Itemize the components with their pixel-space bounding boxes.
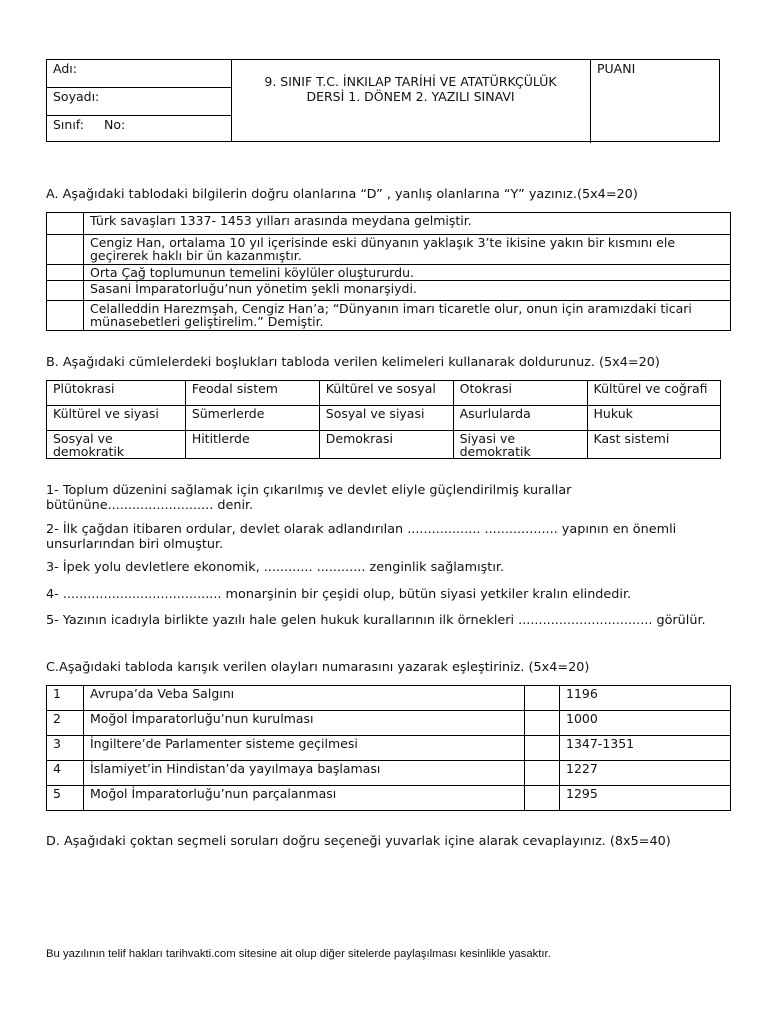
- table-row: [47, 761, 731, 786]
- word-cell: [319, 381, 453, 406]
- word-cell: [185, 381, 319, 406]
- text-line: Sümerlerde: [191, 406, 265, 421]
- word-cell: [185, 431, 319, 459]
- text-line: Asurlularda: [459, 406, 531, 421]
- fill-blank-question: [46, 522, 676, 552]
- number-cell: 4: [47, 761, 84, 786]
- true-false-table: [46, 212, 731, 331]
- fill-blank-question: [46, 587, 631, 602]
- date-cell: 1295: [560, 786, 731, 811]
- text-line: 4- ....................................... monarşinin bir çeşidi olup, bütün siyasi yetkiler kralın elindedir.: [46, 587, 632, 602]
- event-cell: İslamiyet’in Hindistan’da yayılmaya başlaması: [84, 761, 525, 786]
- surname-label: Soyadı:: [53, 89, 100, 104]
- text-line: Cengiz Han, ortalama 10 yıl içerisinde eski dünyanın yaklaşık 3’te ikisine yakın bir kısmını ele: [90, 235, 676, 250]
- table-row: [47, 281, 731, 301]
- word-cell: [319, 431, 453, 459]
- word-cell: [319, 406, 453, 431]
- text-line: Celalleddin Harezmşah, Cengiz Han’a; “Dünyanın imarı ticaretle olur, onun için aramızdaki ticari: [90, 301, 692, 316]
- answer-cell[interactable]: [47, 235, 84, 265]
- text-line: bütününe.......................... denir.: [46, 498, 254, 513]
- matching-table: [46, 685, 731, 811]
- score-box[interactable]: [590, 60, 719, 143]
- student-info: [47, 60, 232, 141]
- text-line: Hititlerde: [191, 431, 250, 446]
- text-line: 1- Toplum düzenini sağlamak için çıkarılmış ve devlet eliyle güçlendirilmiş kurallar: [46, 483, 572, 498]
- word-cell: [453, 406, 587, 431]
- answer-cell[interactable]: [525, 711, 560, 736]
- no-label: No:: [103, 117, 126, 132]
- date-cell: 1227: [560, 761, 731, 786]
- number-cell: 1: [47, 686, 84, 711]
- text-line: Demokrasi: [325, 431, 393, 446]
- text-line: Otokrasi: [459, 381, 513, 396]
- table-row: [47, 736, 731, 761]
- answer-cell[interactable]: [525, 761, 560, 786]
- class-label: Sınıf:: [53, 117, 84, 132]
- event-cell: Avrupa’da Veba Salgını: [84, 686, 525, 711]
- text-line: 5- Yazının icadıyla birlikte yazılı hale gelen hukuk kurallarının ilk örnekleri ................................. görülür.: [46, 613, 706, 628]
- text-line: Hukuk: [593, 406, 633, 421]
- text-line: Kültürel ve coğrafi: [593, 381, 708, 396]
- fill-blank-question: [46, 613, 706, 628]
- text-line: demokratik: [459, 444, 531, 459]
- table-row: [47, 381, 721, 406]
- table-row: [47, 301, 731, 331]
- table-row: [47, 213, 731, 235]
- table-row: [47, 265, 731, 281]
- event-cell: İngiltere’de Parlamenter sisteme geçilmesi: [84, 736, 525, 761]
- word-cell: [587, 381, 720, 406]
- text-line: münasebetleri geliştirelim.” Demiştir.: [90, 314, 324, 329]
- table-row: [47, 686, 731, 711]
- text-line: Kültürel ve siyasi: [53, 406, 159, 421]
- text-line: Plütokrasi: [53, 381, 115, 396]
- word-cell: [185, 406, 319, 431]
- statement-cell: [84, 281, 731, 301]
- number-cell: 3: [47, 736, 84, 761]
- score-label: PUANI: [597, 61, 636, 76]
- text-line: Siyasi ve: [459, 431, 516, 446]
- text-line: Kast sistemi: [593, 431, 670, 446]
- word-cell: [587, 406, 720, 431]
- word-cell: [453, 381, 587, 406]
- word-cell: [47, 406, 186, 431]
- text-line: 2- İlk çağdan itibaren ordular, devlet olarak adlandırılan .................. .................. yapının en önemli: [46, 522, 677, 537]
- fill-blank-question: [46, 483, 571, 513]
- table-row: [47, 711, 731, 736]
- table-row: [47, 235, 731, 265]
- word-cell: [47, 431, 186, 459]
- number-cell: 2: [47, 711, 84, 736]
- answer-cell[interactable]: [47, 265, 84, 281]
- surname-field[interactable]: [47, 88, 231, 116]
- answer-cell[interactable]: [47, 281, 84, 301]
- table-row: [47, 406, 721, 431]
- name-field[interactable]: [47, 60, 231, 88]
- answer-cell[interactable]: [47, 213, 84, 235]
- event-cell: Moğol İmparatorluğu’nun kurulması: [84, 711, 525, 736]
- text-line: Sosyal ve: [53, 431, 113, 446]
- event-cell: Moğol İmparatorluğu’nun parçalanması: [84, 786, 525, 811]
- statement-cell: [84, 301, 731, 331]
- text-line: Sasani İmparatorluğu’nun yönetim şekli monarşiydi.: [90, 281, 417, 296]
- statement-cell: [84, 213, 731, 235]
- date-cell: 1196: [560, 686, 731, 711]
- statement-cell: [84, 235, 731, 265]
- class-field[interactable]: [47, 116, 231, 142]
- exam-header: [46, 59, 720, 142]
- word-cell: [587, 431, 720, 459]
- answer-cell[interactable]: [525, 736, 560, 761]
- exam-title: [231, 60, 590, 141]
- statement-cell: [84, 265, 731, 281]
- fill-blank-question: [46, 560, 504, 575]
- name-label: Adı:: [53, 61, 77, 76]
- answer-cell[interactable]: [47, 301, 84, 331]
- section-c-title: C.Aşağıdaki tabloda karışık verilen olayları numarasını yazarak eşleştiriniz. (5x4=20): [46, 660, 590, 675]
- text-line: Orta Çağ toplumunun temelini köylüler oluştururdu.: [90, 265, 414, 280]
- text-line: Sosyal ve siyasi: [325, 406, 425, 421]
- date-cell: 1000: [560, 711, 731, 736]
- exam-title-line-1: 9. SINIF T.C. İNKILAP TARİHİ VE ATATÜRKÇÜLÜK: [264, 74, 557, 89]
- number-cell: 5: [47, 786, 84, 811]
- text-line: demokratik: [53, 444, 125, 459]
- table-row: [47, 786, 731, 811]
- section-b-title: B. Aşağıdaki cümlelerdeki boşlukları tabloda verilen kelimeleri kullanarak doldurunuz. (5x4=20): [46, 355, 660, 370]
- table-row: [47, 431, 721, 459]
- exam-title-line-2: DERSİ 1. DÖNEM 2. YAZILI SINAVI: [306, 89, 515, 104]
- section-d-title: D. Aşağıdaki çoktan seçmeli soruları doğru seçeneği yuvarlak içine alarak cevaplayınız. (8x5=40): [46, 834, 671, 849]
- answer-cell[interactable]: [525, 686, 560, 711]
- copyright-note: Bu yazılının telif hakları tarihvakti.com sitesine ait olup diğer sitelerde paylaşılması kesinlikle yasaktır.: [46, 948, 551, 960]
- text-line: Kültürel ve sosyal: [325, 381, 436, 396]
- text-line: unsurlarından biri olmuştur.: [46, 537, 224, 552]
- text-line: Feodal sistem: [191, 381, 278, 396]
- text-line: geçirerek haklı bir ün kazanmıştır.: [90, 248, 302, 263]
- word-cell: [47, 381, 186, 406]
- date-cell: 1347-1351: [560, 736, 731, 761]
- word-cell: [453, 431, 587, 459]
- answer-cell[interactable]: [525, 786, 560, 811]
- word-bank-table: [46, 380, 721, 459]
- section-a-title: A. Aşağıdaki tablodaki bilgilerin doğru olanlarına “D” , yanlış olanlarına “Y” yazınız.(5x4=20): [46, 187, 638, 202]
- text-line: 3- İpek yolu devletlere ekonomik, ............ ............ zenginlik sağlamıştır.: [46, 560, 505, 575]
- text-line: Türk savaşları 1337- 1453 yılları arasında meydana gelmiştir.: [90, 213, 472, 228]
